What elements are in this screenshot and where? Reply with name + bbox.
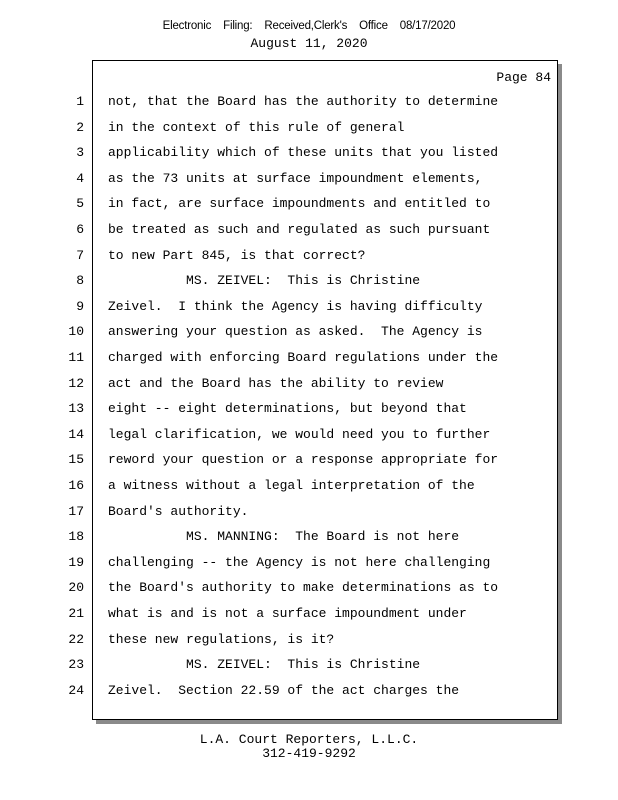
transcript-line — [0, 452, 618, 472]
transcript-line — [0, 145, 618, 165]
line-text: act and the Board has the ability to review — [108, 375, 444, 391]
transcript-line — [0, 94, 618, 114]
line-text: challenging -- the Agency is not here challenging — [108, 554, 491, 570]
page-number: Page 84 — [496, 70, 551, 85]
transcript-line — [0, 529, 618, 549]
transcript-line — [0, 401, 618, 421]
line-number: 11 — [68, 350, 84, 365]
line-text: to new Part 845, is that correct? — [108, 247, 366, 263]
line-text: reword your question or a response appropriate for — [108, 452, 499, 468]
line-text: in the context of this rule of general — [108, 119, 405, 135]
line-number: 12 — [68, 375, 84, 391]
stamp-office: Office — [359, 20, 388, 32]
line-text: these new regulations, is it? — [108, 631, 335, 647]
transcript-line — [0, 273, 618, 293]
line-text: legal clarification, we would need you to further — [108, 426, 491, 442]
line-text: MS. ZEIVEL: This is Christine — [108, 657, 421, 673]
line-number: 10 — [68, 324, 84, 340]
line-text: what is and is not a surface impoundment under — [108, 606, 467, 621]
line-text: MS. MANNING: The Board is not here — [108, 529, 460, 545]
line-number: 13 — [68, 401, 84, 417]
transcript-line — [0, 606, 618, 626]
line-text: eight -- eight determinations, but beyond that — [108, 401, 467, 417]
transcript-line — [0, 427, 618, 447]
line-number: 7 — [76, 247, 84, 263]
line-number: 9 — [76, 298, 84, 314]
line-text: Board's authority. — [108, 503, 249, 519]
transcript-line — [0, 376, 618, 396]
line-text: the Board's authority to make determinations as to — [108, 580, 499, 596]
line-text: a witness without a legal interpretation of the — [108, 478, 475, 493]
line-number: 8 — [76, 273, 84, 289]
line-number: 19 — [68, 554, 84, 570]
line-text: applicability which of these units that you listed — [108, 145, 499, 161]
line-text: Zeivel. Section 22.59 of the act charges the — [108, 682, 460, 698]
hearing-date: August 11, 2020 — [250, 36, 368, 51]
line-number: 15 — [68, 452, 84, 468]
line-text: charged with enforcing Board regulations under the — [108, 350, 499, 365]
line-text: answering your question as asked. The Agency is — [108, 324, 483, 340]
stamp-date: 08/17/2020 — [399, 20, 456, 32]
transcript-line — [0, 555, 618, 575]
filing-stamp — [0, 20, 618, 32]
transcript-line — [0, 478, 618, 498]
line-number: 3 — [76, 145, 84, 161]
transcript-line — [0, 171, 618, 191]
transcript-line — [0, 504, 618, 524]
line-number: 17 — [68, 503, 84, 519]
footer-phone: 312-419-9292 — [262, 746, 356, 761]
line-number: 20 — [68, 580, 84, 596]
line-text: as the 73 units at surface impoundment elements, — [108, 170, 483, 186]
transcript-line — [0, 222, 618, 242]
line-number: 21 — [68, 606, 84, 621]
line-number: 24 — [68, 682, 84, 698]
line-number: 2 — [76, 119, 84, 135]
stamp-filing: Filing: — [223, 20, 253, 32]
transcript-line — [0, 580, 618, 600]
transcript-line — [0, 350, 618, 370]
line-text: not, that the Board has the authority to determine — [108, 94, 499, 109]
transcript-line — [0, 683, 618, 703]
stamp-received-clerks: Received,Clerk's — [264, 20, 348, 32]
transcript-line — [0, 657, 618, 677]
line-number: 22 — [68, 631, 84, 647]
line-number: 5 — [76, 196, 84, 212]
line-number: 18 — [68, 529, 84, 545]
transcript-line — [0, 324, 618, 344]
line-text: be treated as such and regulated as such pursuant — [108, 222, 491, 237]
line-text: MS. ZEIVEL: This is Christine — [108, 273, 421, 289]
line-number: 16 — [68, 478, 84, 493]
line-number: 1 — [76, 94, 84, 109]
footer-company: L.A. Court Reporters, L.L.C. — [199, 732, 419, 747]
transcript-line — [0, 120, 618, 140]
transcript-line — [0, 632, 618, 652]
transcript-line — [0, 196, 618, 216]
transcript-line — [0, 248, 618, 268]
line-text: Zeivel. I think the Agency is having difficulty — [108, 298, 483, 314]
line-number: 23 — [68, 657, 84, 673]
line-number: 14 — [68, 426, 84, 442]
stamp-electronic: Electronic — [162, 20, 212, 32]
line-text: in fact, are surface impoundments and entitled to — [108, 196, 491, 212]
line-number: 6 — [76, 222, 84, 237]
transcript-line — [0, 299, 618, 319]
line-number: 4 — [76, 170, 84, 186]
